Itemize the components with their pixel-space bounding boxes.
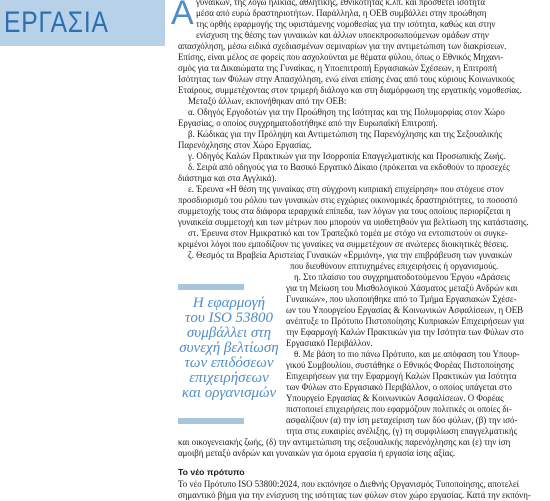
list-item-h: η. Στο πλαίσιο του συγχρηματοδοτούμενου Έργου «Δράσεις (294, 272, 510, 282)
body-line: Μεταξύ άλλων, εκπονήθηκαν από την ΟΕΒ: (188, 96, 347, 106)
section-subheading: Το νέο πρότυπο (178, 467, 245, 477)
list-item-e: ε. Έρευνα «Η θέση της γυναίκας στη σύγχρονη κυπριακή επιχείρηση» που στόχευε στον (188, 184, 504, 194)
body-line: Επίσης, είναι μέλος σε φορείς που ασχολούνται με θέματα φύλου, όπως ο Εθνικός Μηχανι- (178, 52, 504, 62)
pull-quote (179, 296, 279, 401)
body-line: μέσα από ευρώ δραστηριοτήτων. Παράλληλα, η ΟΕΒ συμβάλλει στην προώθηση (196, 8, 487, 18)
quote-rule-bottom (178, 418, 244, 424)
body-line: προσδιορισμό του ρόλου των γυναικών στις εγχώριες οικονομικές δραστηριότητες, το ποσοστό (178, 195, 518, 205)
body-line: Εργασιακό Περιβάλλον. (286, 338, 373, 348)
pull-quote-line: επιχειρήσεων (189, 370, 269, 386)
list-item-b: β. Κώδικας για την Πρόληψη και Αντιμετώπιση της Παρενόχλησης και της Σεξουαλικής (188, 129, 503, 139)
body-line: Υπουργείο Εργασίας & Κοινωνικών Ασφαλίσεων. Ο Φορέας (286, 393, 504, 403)
body-line: αμοιβή μεταξύ ανδρών και γυναικών για όμοια εργασία ή εργασία ίσης αξίας. (178, 448, 456, 458)
body-line: κριμένοι λόγοι που εμποδίζουν τις γυναίκες να συμμετέχουν σε ανώτερες διοικητικές θέσεις. (178, 239, 509, 249)
body-line: Επιχειρήσεων για την Εφαρμογή Καλών Πρακτικών για Ισότητα (286, 371, 517, 381)
body-line: σμός για τα Δικαιώματα της Γυναίκας, η Υποεπιτροπή Εργασιακών Σχέσεων, η Επιτροπή (178, 63, 497, 73)
body-line: Εταίρους, συμμετέχοντας στον τριμερή διάλογο και στη διαμόρφωση της εργατικής νομοθεσίας. (178, 85, 522, 95)
body-line: πιστοποιεί επιχειρήσεις που εφαρμόζουν πολιτικές οι οποίες δι- (286, 404, 512, 414)
body-line: διάστημα και στα Αγγλικά). (178, 173, 277, 183)
body-line: σημαντικό βήμα για την ενίσχυση της ισότητας των φύλων στον χώρο εργασίας. Κατά την εκπόνη- (178, 490, 531, 500)
quote-rule-top (178, 284, 244, 290)
body-line: Ισότητας των Φύλων στην Απασχόληση, ενώ είναι επίσης ένας από τους κύριους Κοινωνικούς (178, 74, 515, 84)
body-line: της ορθής εφαρμογής της υφιστάμενης νομοθεσίας για την ισότητα, καθώς και στην (196, 19, 496, 29)
list-item-c: γ. Οδηγός Καλών Πρακτικών για την Ισορροπία Επαγγελματικής και Προσωπικής Ζωής. (188, 151, 506, 161)
list-item-th: θ. Με βάση το πιο πάνω Πρότυπο, και με απόφαση του Υπουρ- (294, 349, 520, 359)
body-line: για τη Μείωση του Μισθολογικού Χάσματος μεταξύ Ανδρών και (286, 283, 518, 293)
body-line: και οικογενειακής ζωής, (δ) την αντιμετώπιση της σεξουαλικής παρενόχλησης και (ε) την ίση (178, 437, 511, 447)
body-line: τητα στις ευκαιρίες ανέλιξης, (γ) τη συμφιλίωση επαγγελματικής (286, 426, 518, 436)
body-line: γικού Συμβουλίου, συστάθηκε ο Εθνικός Φορέας Πιστοποίησης (286, 360, 514, 370)
pull-quote-line: και οργανισμών (181, 385, 277, 401)
body-line: ων του Υπουργείου Εργασίας & Κοινωνικών Ασφαλίσεων, η ΟΕΒ (286, 305, 524, 315)
body-line: Γυναικών», που υλοποιήθηκε από το Τμήμα Εργασιακών Σχέσε- (286, 294, 517, 304)
list-item-d: δ. Σειρά από οδηγούς για το Βασικό Εργατικό Δίκαιο (πρόκειται να εκδοθούν το προσεχές (188, 162, 510, 172)
body-line: ασφαλίζουν (α) την ίση μεταχείριση των δύο φύλων, (β) την ισό- (286, 415, 518, 425)
pull-quote-line: συμβάλλει στη (186, 325, 272, 341)
body-line: συμμετοχής τους στα διάφορα ιεραρχικά επίπεδα, των λόγων για τους οποίους περιορίζεται η (178, 206, 511, 216)
body-line: απασχόληση, μέσω ειδικά σχεδιασμένων σεμιναρίων για την αντιμετώπιση των διακρίσεων. (178, 41, 507, 51)
pull-quote-line: Η εφαρμογή (192, 295, 266, 311)
body-line: Το νέο Πρότυπο ISO 53800:2024, που εκπόνησε ο Διεθνής Οργανισμός Τυποποίησης, αποτελεί (178, 479, 519, 489)
body-line: ενίσχυση της θέσης των γυναικών και άλλων υποεκπροσωπούμενων ομάδων στην (196, 30, 489, 40)
list-item-a: α. Οδηγός Εργοδοτών για την Προώθηση της Ισότητας και της Πολυμορφίας στον Χώρο (188, 107, 505, 117)
body-line: ανέπτυξε το Πρότυπο Πιστοποίησης Κυπριακών Επιχειρήσεων για (286, 316, 525, 326)
pull-quote-line: των επιδόσεων (184, 355, 274, 371)
body-line: την Εφαρμογή Καλών Πρακτικών για την Ισότητα των Φύλων στο (286, 327, 524, 337)
section-title: ΕΡΓΑΣΙΑ (4, 6, 109, 39)
list-item-st: στ. Έρευνα στον Ημικρατικό και τον Τραπεζικό τομέα με στόχο να εντοπιστούν οι συγκε- (188, 228, 508, 238)
pull-quote-line: συνεχή βελτίωση (179, 340, 279, 356)
list-item-z: ζ. Θεσμός τα Βραβεία Αριστείας Γυναικών «Ερμιόνη», για την επιβράβευση των γυναικών (188, 250, 513, 260)
body-line: Εργασίας, ο οποίος συγχρηματοδοτήθηκε από την Ευρωπαϊκή Επιτροπή. (178, 118, 438, 128)
body-line: γυναικεία συμμετοχή και των μέτρων που μπορούν να υιοθετηθούν για βελτίωση της κατάστασης. (178, 217, 529, 227)
body-line: Παρενόχλησης στον Χώρο Εργασίας. (178, 140, 312, 150)
pull-quote-line: του ISO 53800 (184, 310, 274, 326)
drop-cap: Α (171, 0, 194, 32)
section-band (0, 0, 165, 46)
body-line: που διευθύνουν επιτυχημένες επιχειρήσεις ή οργανισμούς. (290, 261, 499, 271)
body-line: γυναικών, της λόγω ηλικίας, αθλητικής, εθνικότητας κ.λπ. και προσθέτει ίσότητα (196, 0, 486, 7)
body-line: των Φύλων στο Εργασιακό Περιβάλλον, ο οποίος υπάγεται στο (286, 382, 512, 392)
